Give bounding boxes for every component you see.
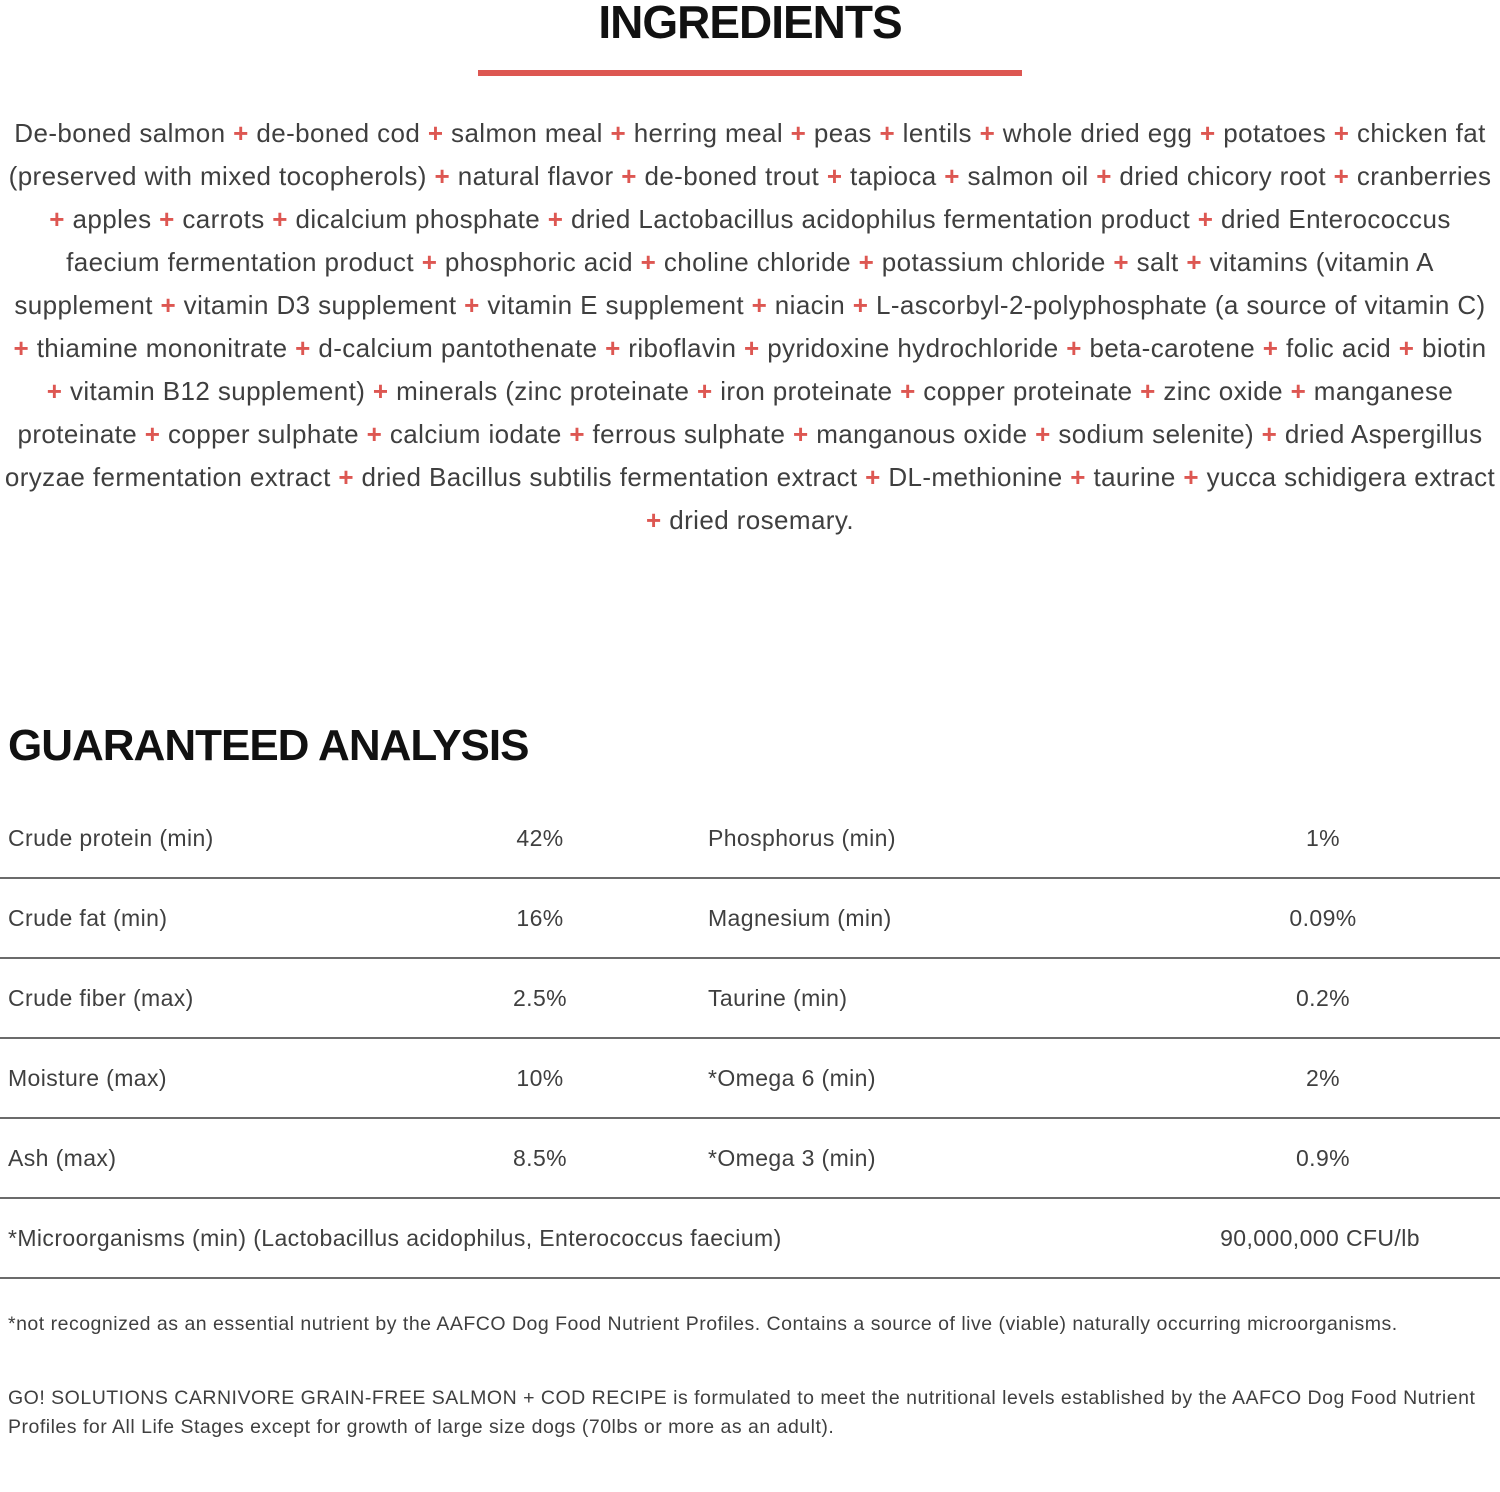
ingredient-separator-plus: + [464,290,480,320]
ingredient-item: copper sulphate [168,419,360,449]
ingredient-item: salt [1136,247,1179,277]
ingredient-item: de-boned cod [256,118,421,148]
ingredient-separator-plus: + [46,376,63,406]
ingredient-separator-plus: + [610,118,627,148]
ingredient-item: whole dried egg [1002,118,1193,148]
analysis-row-protein-phosphorus [0,799,1500,879]
ingredient-item: minerals (zinc proteinate [396,376,690,406]
ingredient-separator-plus: + [1398,333,1415,363]
ingredient-item: salmon meal [451,118,603,148]
ingredient-item: riboflavin [628,333,737,363]
nutrient-value: 42% [516,824,564,851]
nutrient-label: Ash (max) [8,1144,117,1171]
analysis-row-moisture-omega6 [0,1039,1500,1119]
ingredient-separator-plus: + [366,419,383,449]
ingredient-item: dried Lactobacillus acidophilus fermentation product [570,204,1191,234]
ingredient-item: tapioca [850,161,937,191]
nutrient-value: 8.5% [512,1144,568,1171]
ingredient-item: thiamine mononitrate [36,333,288,363]
ingredient-item: potassium chloride [881,247,1106,277]
ingredient-separator-plus: + [427,118,444,148]
ingredient-item: dried Enterococcus faecium fermentation product [66,204,1451,277]
nutrient-value: 0.2% [1295,984,1351,1011]
ingredient-item: natural flavor [457,161,614,191]
ingredient-item: copper proteinate [923,376,1133,406]
ingredient-item: lentils [902,118,972,148]
ingredient-separator-plus: + [569,419,585,449]
ingredient-item: cranberries [1356,161,1492,191]
nutrient-value: 16% [516,904,564,931]
analysis-row-microorganisms [0,1199,1500,1279]
ingredients-list [4,112,1496,542]
nutrient-label: Phosphorus (min) [708,824,896,851]
ingredient-item: phosphoric acid [444,247,634,277]
ingredient-item: calcium iodate [389,419,562,449]
guaranteed-analysis-table [0,799,1500,1279]
ingredient-item: chicken fat (preserved with mixed tocopherols) [8,118,1486,191]
ingredient-separator-plus: + [743,333,760,363]
formulation-statement: GO! SOLUTIONS CARNIVORE GRAIN-FREE SALMON + COD RECIPE is formulated to meet the nutritional levels established by the AAFCO Dog Food Nutrient Profiles for All Life Stages except for growth of large size dogs (70lbs or more as an adult). [8,1387,1476,1438]
ingredient-item: dried Bacillus subtilis fermentation extract [361,462,858,492]
ingredients-section [0,0,1500,542]
analysis-row-fat-magnesium [0,879,1500,959]
nutrient-label: Crude fiber (max) [8,984,194,1011]
ingredient-item: L-ascorbyl-2-polyphosphate (a source of vitamin C) [875,290,1486,320]
nutrient-label: Moisture (max) [8,1064,167,1091]
aafco-footnote: *not recognized as an essential nutrient by the AAFCO Dog Food Nutrient Profiles. Contains a source of live (viable) naturally occurring microorganisms. [8,1313,1398,1335]
ingredient-item: potatoes [1223,118,1327,148]
ingredient-separator-plus: + [1197,204,1214,234]
ingredient-separator-plus: + [1290,376,1307,406]
ingredient-separator-plus: + [979,118,996,148]
guaranteed-analysis-title: GUARANTEED ANALYSIS [8,721,529,770]
ingredient-item: De-boned salmon [14,118,226,148]
ingredient-separator-plus: + [547,204,564,234]
nutrient-label: Magnesium (min) [708,904,892,931]
ingredient-item: apples [72,204,152,234]
ingredient-separator-plus: + [793,419,809,449]
ingredient-separator-plus: + [900,376,916,406]
ingredient-item: herring meal [633,118,783,148]
ingredient-separator-plus: + [1070,462,1086,492]
ingredient-separator-plus: + [646,505,662,535]
ingredient-separator-plus: + [865,462,881,492]
ingredient-separator-plus: + [1183,462,1199,492]
nutrient-label: Crude protein (min) [8,824,214,851]
ingredient-item: iron proteinate [720,376,893,406]
ingredient-separator-plus: + [159,204,175,234]
ingredient-separator-plus: + [1333,161,1350,191]
ingredient-item: niacin [774,290,846,320]
ingredient-item: taurine [1093,462,1176,492]
ingredient-separator-plus: + [621,161,637,191]
ingredient-item: pyridoxine hydrochloride [767,333,1059,363]
ingredient-item: dried chicory root [1119,161,1327,191]
nutrient-value: 2.5% [512,984,568,1011]
ingredient-separator-plus: + [160,290,177,320]
ingredient-separator-plus: + [1096,161,1112,191]
ingredient-separator-plus: + [852,290,869,320]
ingredient-item: sodium selenite) [1058,419,1255,449]
ingredients-title: INGREDIENTS [598,0,902,48]
ingredient-separator-plus: + [372,376,389,406]
nutrient-label: *Omega 6 (min) [708,1064,876,1091]
ingredient-separator-plus: + [751,290,768,320]
ingredient-separator-plus: + [1113,247,1129,277]
ingredient-separator-plus: + [605,333,621,363]
ingredient-item: choline chloride [663,247,851,277]
nutrient-label: *Omega 3 (min) [708,1144,876,1171]
ingredient-separator-plus: + [640,247,657,277]
ingredient-item: salmon oil [967,161,1089,191]
ingredient-item: de-boned trout [644,161,820,191]
nutrient-value: 90,000,000 CFU/lb [1220,1224,1420,1251]
ingredient-item: yucca schidigera extract [1206,462,1496,492]
ingredient-item: manganese proteinate [17,376,1454,449]
ingredient-separator-plus: + [858,247,875,277]
nutrient-value: 1% [1305,824,1341,851]
ingredient-item: zinc oxide [1163,376,1283,406]
nutrient-value: 0.09% [1289,904,1357,931]
guaranteed-analysis-section [0,721,1500,1441]
ingredient-separator-plus: + [13,333,30,363]
nutrient-label: Crude fat (min) [8,904,168,931]
ingredient-item: biotin [1421,333,1487,363]
title-underline [478,70,1022,76]
ingredient-separator-plus: + [272,204,288,234]
ingredient-item: dried rosemary. [669,505,854,535]
nutrient-value: 0.9% [1295,1144,1351,1171]
nutrient-value: 10% [516,1064,564,1091]
ingredient-separator-plus: + [1262,333,1279,363]
ingredient-separator-plus: + [233,118,249,148]
nutrient-label: *Microorganisms (min) (Lactobacillus acidophilus, Enterococcus faecium) [8,1224,782,1251]
ingredient-item: vitamin E supplement [487,290,744,320]
ingredient-separator-plus: + [697,376,713,406]
ingredient-separator-plus: + [144,419,161,449]
ingredient-item: folic acid [1285,333,1392,363]
ingredient-separator-plus: + [338,462,354,492]
ingredient-separator-plus: + [49,204,65,234]
ingredient-item: manganous oxide [816,419,1028,449]
ingredient-item: peas [813,118,872,148]
ingredient-separator-plus: + [879,118,896,148]
ingredient-separator-plus: + [790,118,807,148]
analysis-row-ash-omega3 [0,1119,1500,1199]
ingredient-item: beta-carotene [1089,333,1256,363]
nutrient-value: 2% [1305,1064,1341,1091]
ingredient-item: vitamin B12 supplement) [69,376,366,406]
analysis-row-fiber-taurine [0,959,1500,1039]
ingredient-item: dicalcium phosphate [295,204,541,234]
ingredient-separator-plus: + [434,161,451,191]
ingredient-separator-plus: + [421,247,438,277]
ingredient-separator-plus: + [1200,118,1216,148]
ingredient-item: ferrous sulphate [592,419,786,449]
ingredient-separator-plus: + [1066,333,1082,363]
ingredient-separator-plus: + [1186,247,1202,277]
ingredient-item: DL-methionine [888,462,1063,492]
ingredient-item: carrots [182,204,265,234]
ingredient-item: vitamins (vitamin A supplement [14,247,1434,320]
nutrient-label: Taurine (min) [708,984,848,1011]
ingredient-separator-plus: + [1333,118,1350,148]
ingredient-separator-plus: + [1035,419,1051,449]
ingredient-separator-plus: + [1261,419,1278,449]
ingredient-item: d-calcium pantothenate [318,333,598,363]
ingredient-separator-plus: + [1140,376,1156,406]
ingredient-separator-plus: + [944,161,960,191]
ingredient-separator-plus: + [295,333,311,363]
ingredient-separator-plus: + [826,161,843,191]
ingredient-item: dried Aspergillus oryzae fermentation extract [4,419,1483,492]
ingredient-item: vitamin D3 supplement [183,290,457,320]
